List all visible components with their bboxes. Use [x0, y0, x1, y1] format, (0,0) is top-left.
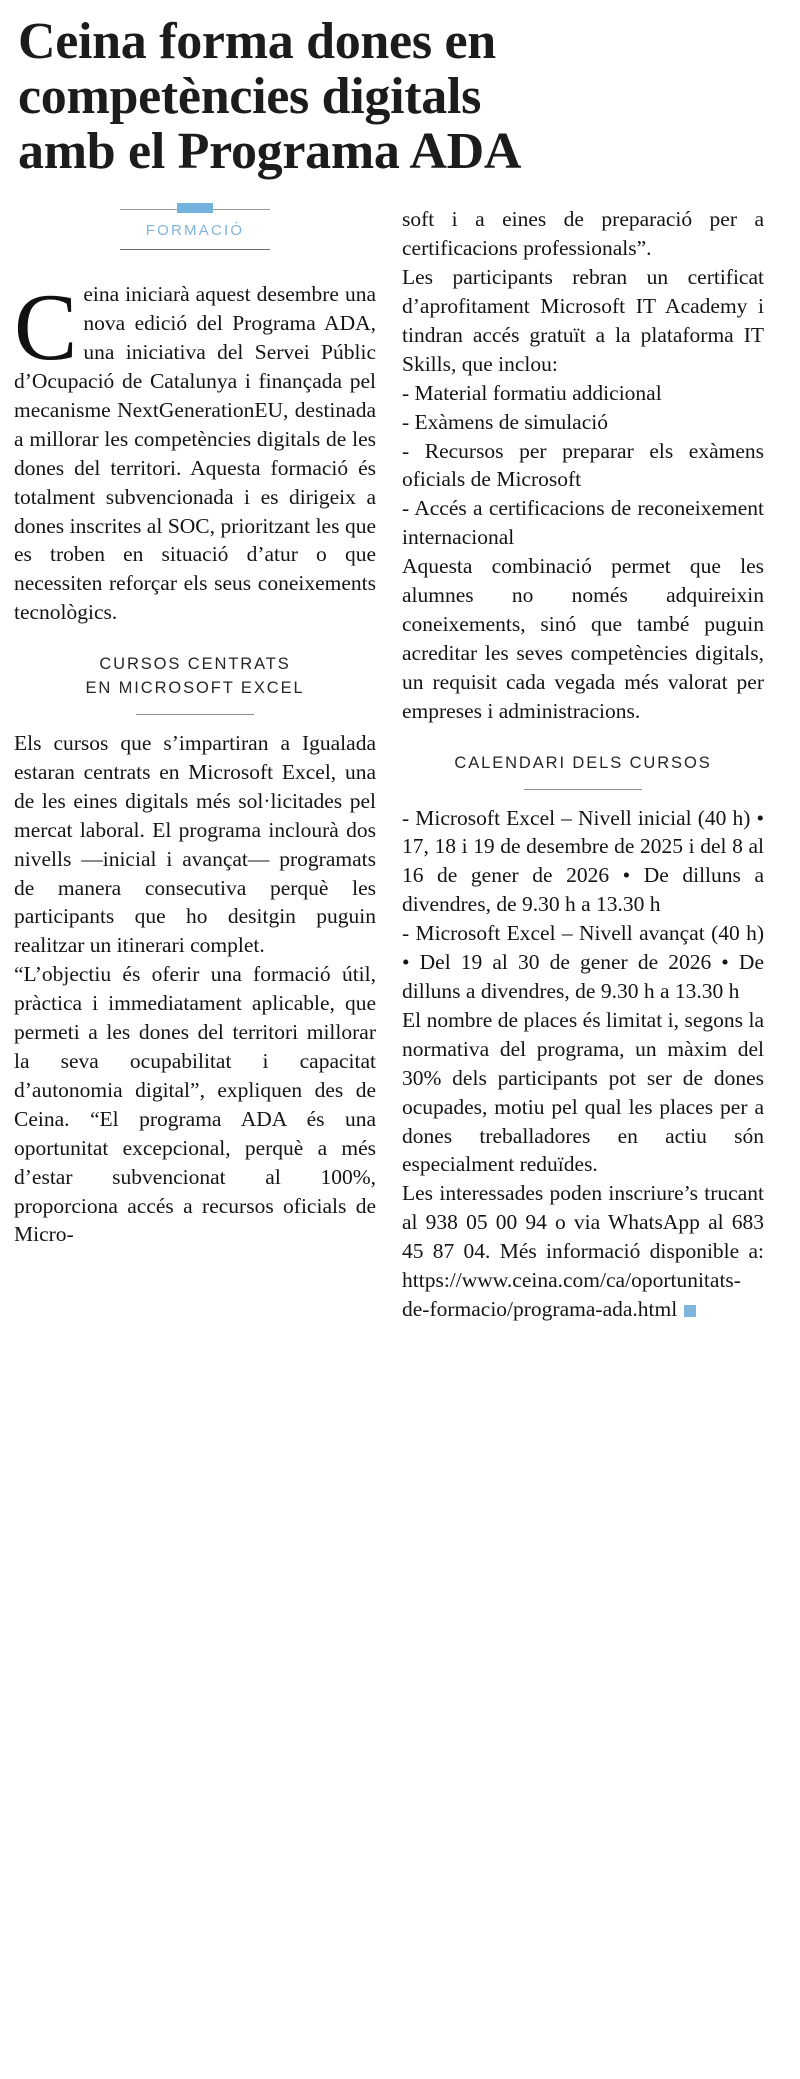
right-list-item-3: - Recursos per preparar els exàmens oficials de Microsoft	[402, 438, 764, 492]
kicker-rule-bottom	[120, 249, 270, 250]
subhead-calendari	[402, 752, 764, 790]
right-list-item-2: - Exàmens de simulació	[402, 409, 608, 434]
right-paragraph-2: Aquesta combinació permet que les alumnes no només adquireixin coneixements, sinó que també puguin acreditar les seves competències digitals, un requisit cada vegada més valorat per empreses i administracions.	[402, 554, 764, 723]
left-paragraph-2: “L’objectiu és oferir una formació útil, pràctica i immediatament aplicable, que permeti a les dones del territori millorar la seva ocupabilitat i capacitat d’autonomia digital”, expliquen des de Ceina. “El programa ADA és una oportunitat excepcional, perquè a més d’estar subvencionat al 100%, proporciona accés a recursos oficials de Micro-	[14, 962, 376, 1247]
kicker-accent-tab	[177, 203, 213, 213]
calendar-item-1: - Microsoft Excel – Nivell inicial (40 h) • 17, 18 i 19 de desembre de 2025 i del 8 al 16 de gener de 2026 • De dilluns a divendres, de 9.30 h a 13.30 h	[402, 805, 764, 917]
subhead-line-2: EN MICROSOFT EXCEL	[85, 679, 305, 698]
end-mark-icon	[684, 1305, 696, 1317]
left-column	[14, 205, 376, 1249]
right-continuation-paragraph: soft i a eines de preparació per a certificacions professionals”.	[402, 207, 764, 261]
closing-text: Les interessades poden inscriure’s trucant al 938 05 00 94 o via WhatsApp al 683 45 87 04. Més informació disponible a: https://www.ceina.com/ca/oportunitats-de-formacio/programa-ada.html	[402, 1181, 764, 1321]
subhead-rule	[136, 714, 254, 715]
kicker-label: FORMACIÓ	[145, 222, 245, 240]
page-title	[14, 0, 786, 179]
subhead-calendari-rule	[524, 789, 642, 790]
kicker-block	[120, 205, 270, 250]
right-list-item-1: - Material formatiu addicional	[402, 380, 662, 405]
headline-line-2: competències digitals	[18, 68, 482, 126]
calendar-note: El nombre de places és limitat i, segons la normativa del programa, un màxim del 30% dels participants pot ser de dones ocupades, motiu pel qual les places per a dones treballadores en actiu són especialment reduïdes.	[402, 1007, 764, 1177]
subhead-line-1: CURSOS CENTRATS	[99, 655, 291, 674]
closing-paragraph	[402, 1179, 764, 1324]
headline-line-1: Ceina forma dones en	[18, 13, 496, 70]
left-paragraph-1: Els cursos que s’impartiran a Igualada estaran centrats en Microsoft Excel, una de les eines digitals més sol·licitades pel mercat laboral. El programa inclourà dos nivells —inicial i avançat— programats de manera consecutiva perquè les participants que ho desitgin puguin realitzar un itinerari complet.	[14, 731, 376, 958]
lead-paragraph: Ceina iniciarà aquest desembre una nova edició del Programa ADA, una iniciativa del Servei Públic d’Ocupació de Catalunya i finançada pel mecanisme NextGenerationEU, destinada a millorar les competències digitals de les dones del territori. Aquesta formació és totalment subvencionada i es dirigeix a dones inscrites al SOC, prioritzant les que es troben en situació d’atur o que necessiten reforçar els seus coneixements tecnològics.	[14, 274, 376, 625]
kicker-rule-top	[120, 209, 270, 210]
article-columns	[14, 205, 786, 1324]
headline-line-3: amb el Programa ADA	[18, 123, 522, 181]
subhead-calendari-line-1: CALENDARI DELS CURSOS	[454, 753, 712, 772]
right-paragraph-1: Les participants rebran un certificat d’aprofitament Microsoft IT Academy i tindran accés gratuït a la plataforma IT Skills, que inclou:	[402, 265, 764, 376]
calendar-item-2: - Microsoft Excel – Nivell avançat (40 h) • Del 19 al 30 de gener de 2026 • De dilluns a divendres, de 9.30 h a 13.30 h	[402, 921, 764, 1003]
right-list-item-4: - Accés a certificacions de reconeixement internacional	[402, 496, 764, 550]
right-column	[402, 205, 764, 1324]
subhead-cursos-centrats	[14, 653, 376, 715]
